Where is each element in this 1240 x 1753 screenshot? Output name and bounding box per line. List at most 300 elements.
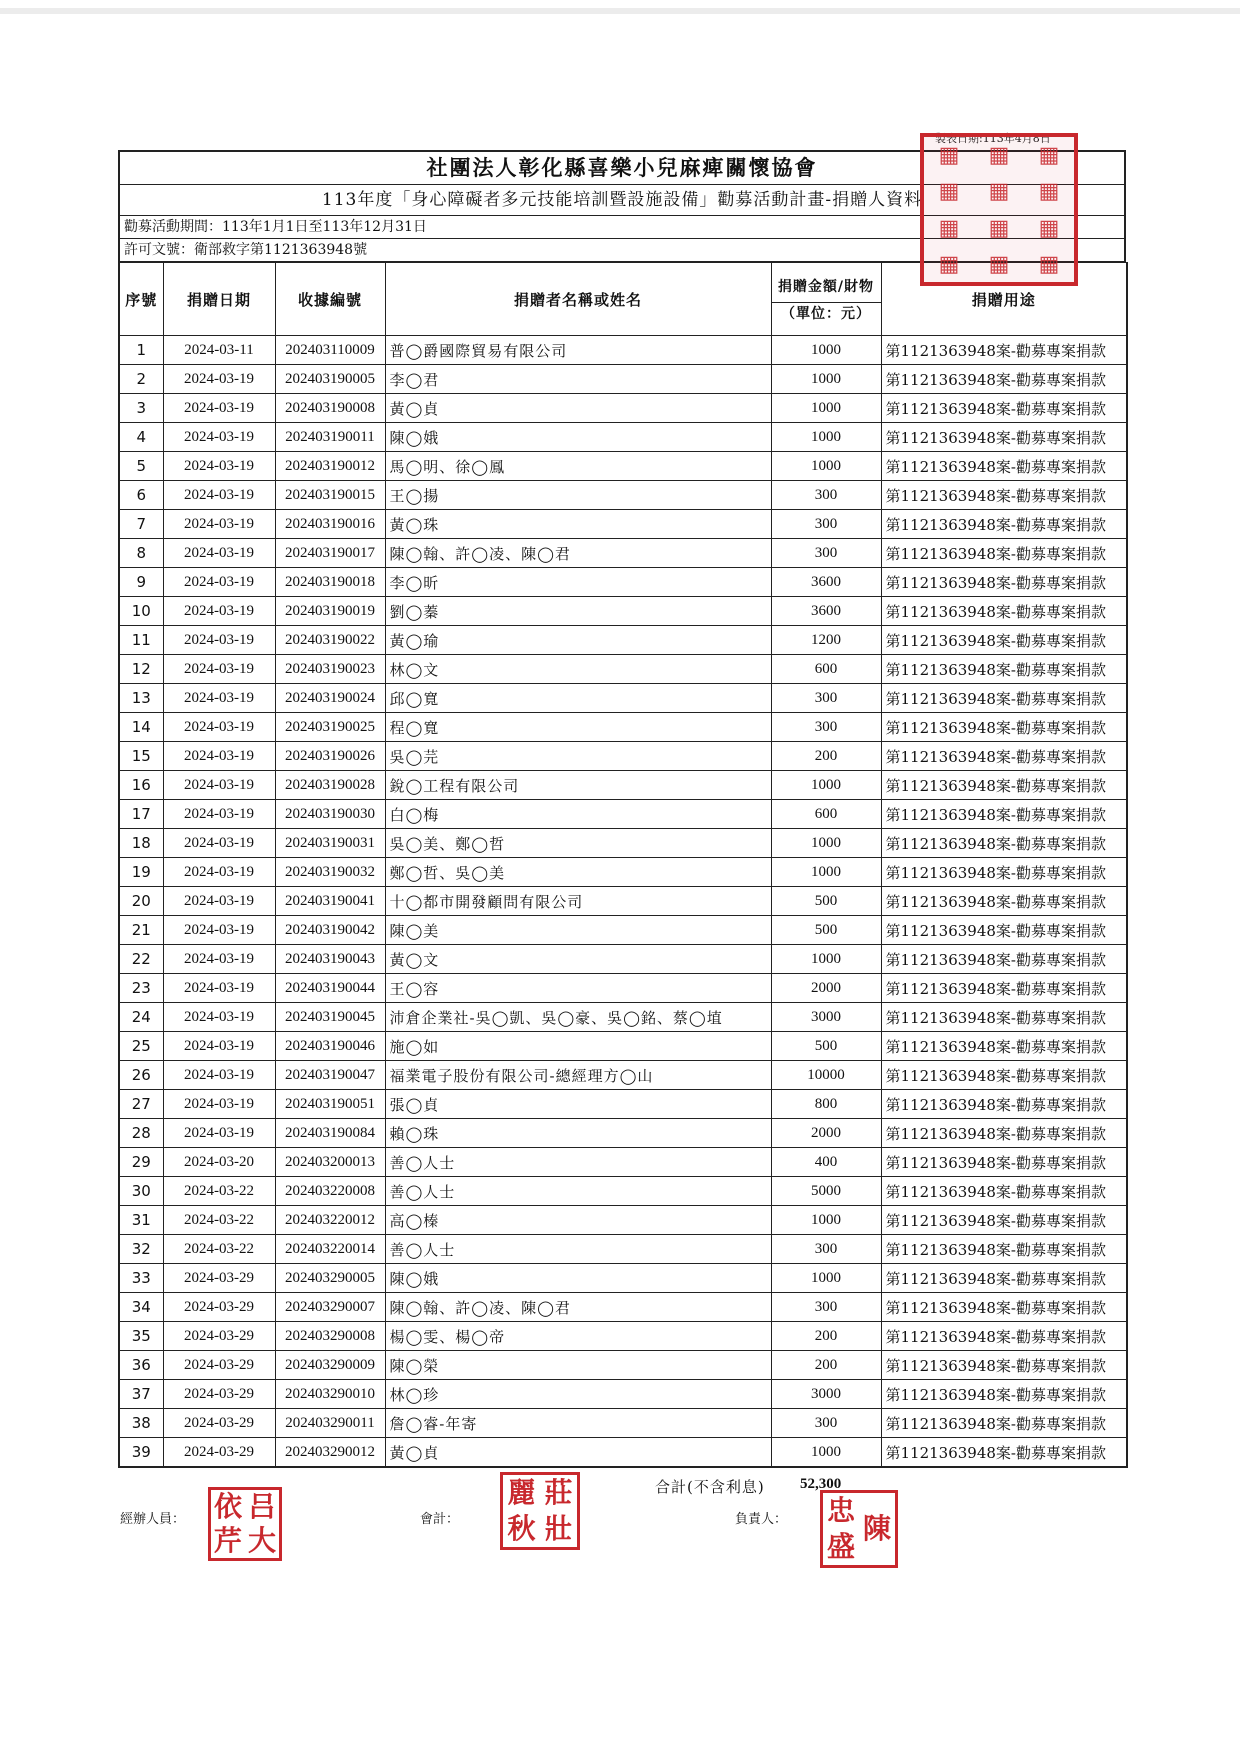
table-row [119,771,1127,800]
row-receipt: 202403290012 [275,1438,385,1468]
row-no: 17 [119,800,163,829]
table-row [119,1351,1127,1380]
row-receipt: 202403190011 [275,423,385,452]
table-row [119,916,1127,945]
row-donor-name: 吳◯芫 [385,742,771,771]
row-donor-name: 黃◯珠 [385,510,771,539]
row-no: 13 [119,684,163,713]
row-use: 第1121363948案-勸募專案捐款 [881,1235,1127,1264]
row-donor-name: 黃◯文 [385,945,771,974]
row-date: 2024-03-19 [163,597,275,626]
table-row [119,481,1127,510]
row-receipt: 202403110009 [275,336,385,365]
row-use: 第1121363948案-勸募專案捐款 [881,394,1127,423]
row-date: 2024-03-19 [163,974,275,1003]
row-receipt: 202403190032 [275,858,385,887]
table-row [119,568,1127,597]
handler-seal-char: 大 [247,1524,276,1557]
accountant-seal-char: 壯 [544,1512,573,1545]
row-use: 第1121363948案-勸募專案捐款 [881,481,1127,510]
row-date: 2024-03-19 [163,452,275,481]
row-use: 第1121363948案-勸募專案捐款 [881,510,1127,539]
row-date: 2024-03-29 [163,1322,275,1351]
row-amount: 3600 [771,568,881,597]
row-use: 第1121363948案-勸募專案捐款 [881,626,1127,655]
row-donor-name: 陳◯翰、許◯凌、陳◯君 [385,1293,771,1322]
row-amount: 200 [771,742,881,771]
row-receipt: 202403190025 [275,713,385,742]
row-no: 7 [119,510,163,539]
row-amount: 300 [771,510,881,539]
row-receipt: 202403190018 [275,568,385,597]
row-use: 第1121363948案-勸募專案捐款 [881,452,1127,481]
row-amount: 3600 [771,597,881,626]
accountant-seal-char: 莊 [544,1476,573,1509]
row-no: 36 [119,1351,163,1380]
association-seal-mark: ▦ [938,178,960,205]
row-receipt: 202403190012 [275,452,385,481]
permit-number: 許可文號：衛部救字第1121363948號 [118,239,1126,262]
row-receipt: 202403190005 [275,365,385,394]
row-amount: 1000 [771,1206,881,1235]
row-amount: 2000 [771,1119,881,1148]
row-amount: 1000 [771,365,881,394]
row-no: 28 [119,1119,163,1148]
handler-seal [208,1487,282,1561]
row-no: 33 [119,1264,163,1293]
association-seal-mark: ▦ [1038,250,1060,277]
row-no: 9 [119,568,163,597]
handler-label: 經辦人員： [120,1512,186,1527]
row-receipt: 202403190024 [275,684,385,713]
row-receipt: 202403220008 [275,1177,385,1206]
row-amount: 1200 [771,626,881,655]
table-row [119,626,1127,655]
header-receipt: 收據編號 [275,263,385,336]
table-row [119,1119,1127,1148]
row-date: 2024-03-29 [163,1438,275,1468]
donor-rows [119,336,1127,1468]
row-no: 31 [119,1206,163,1235]
row-donor-name: 程◯寬 [385,713,771,742]
row-use: 第1121363948案-勸募專案捐款 [881,336,1127,365]
association-seal-mark: ▦ [1038,214,1060,241]
row-date: 2024-03-19 [163,423,275,452]
row-use: 第1121363948案-勸募專案捐款 [881,742,1127,771]
row-receipt: 202403200013 [275,1148,385,1177]
row-receipt: 202403190051 [275,1090,385,1119]
row-use: 第1121363948案-勸募專案捐款 [881,1119,1127,1148]
row-no: 22 [119,945,163,974]
row-receipt: 202403220012 [275,1206,385,1235]
association-seal-mark: ▦ [938,214,960,241]
row-receipt: 202403290008 [275,1322,385,1351]
row-receipt: 202403290010 [275,1380,385,1409]
row-date: 2024-03-19 [163,365,275,394]
row-receipt: 202403190043 [275,945,385,974]
row-use: 第1121363948案-勸募專案捐款 [881,597,1127,626]
row-receipt: 202403190026 [275,742,385,771]
row-donor-name: 善◯人士 [385,1177,771,1206]
row-date: 2024-03-19 [163,916,275,945]
table-row [119,539,1127,568]
row-amount: 1000 [771,945,881,974]
table-row [119,945,1127,974]
row-receipt: 202403220014 [275,1235,385,1264]
row-use: 第1121363948案-勸募專案捐款 [881,1409,1127,1438]
campaign-period: 勸募活動期間：113年1月1日至113年12月31日 [118,216,1126,239]
row-receipt: 202403190084 [275,1119,385,1148]
row-amount: 3000 [771,1003,881,1032]
row-use: 第1121363948案-勸募專案捐款 [881,1380,1127,1409]
table-row [119,423,1127,452]
table-row [119,1235,1127,1264]
row-donor-name: 陳◯榮 [385,1351,771,1380]
row-receipt: 202403290005 [275,1264,385,1293]
table-row [119,1322,1127,1351]
table-row [119,597,1127,626]
association-seal-mark: ▦ [938,250,960,277]
row-date: 2024-03-19 [163,1061,275,1090]
row-no: 24 [119,1003,163,1032]
row-use: 第1121363948案-勸募專案捐款 [881,916,1127,945]
table-row [119,1438,1127,1468]
row-no: 18 [119,829,163,858]
row-donor-name: 吳◯美、鄭◯哲 [385,829,771,858]
total-value: 52,300 [800,1476,842,1492]
responsible-seal-char: 陳 [862,1512,891,1545]
row-no: 20 [119,887,163,916]
row-amount: 1000 [771,452,881,481]
association-seal-mark: ▦ [938,142,960,169]
row-amount: 600 [771,655,881,684]
row-amount: 3000 [771,1380,881,1409]
row-donor-name: 陳◯翰、許◯凌、陳◯君 [385,539,771,568]
accountant-seal-char: 秋 [507,1512,536,1545]
row-donor-name: 張◯貞 [385,1090,771,1119]
row-date: 2024-03-19 [163,771,275,800]
row-use: 第1121363948案-勸募專案捐款 [881,974,1127,1003]
row-use: 第1121363948案-勸募專案捐款 [881,1206,1127,1235]
row-amount: 500 [771,916,881,945]
row-use: 第1121363948案-勸募專案捐款 [881,1032,1127,1061]
row-use: 第1121363948案-勸募專案捐款 [881,365,1127,394]
row-use: 第1121363948案-勸募專案捐款 [881,858,1127,887]
header-amount-label: 捐贈金額/財物 [772,272,881,303]
row-donor-name: 善◯人士 [385,1148,771,1177]
row-no: 19 [119,858,163,887]
row-date: 2024-03-19 [163,626,275,655]
row-donor-name: 邱◯寬 [385,684,771,713]
row-use: 第1121363948案-勸募專案捐款 [881,1322,1127,1351]
table-row [119,1148,1127,1177]
row-donor-name: 馬◯明、徐◯鳳 [385,452,771,481]
row-donor-name: 劉◯蓁 [385,597,771,626]
header-amount [771,263,881,336]
row-donor-name: 王◯容 [385,974,771,1003]
row-use: 第1121363948案-勸募專案捐款 [881,1090,1127,1119]
row-donor-name: 黃◯貞 [385,394,771,423]
header-amount-unit: （單位：元） [781,305,871,322]
row-use: 第1121363948案-勸募專案捐款 [881,771,1127,800]
row-date: 2024-03-19 [163,887,275,916]
row-amount: 500 [771,1032,881,1061]
row-receipt: 202403190044 [275,974,385,1003]
row-receipt: 202403290011 [275,1409,385,1438]
row-use: 第1121363948案-勸募專案捐款 [881,829,1127,858]
table-row [119,713,1127,742]
row-no: 23 [119,974,163,1003]
row-use: 第1121363948案-勸募專案捐款 [881,1177,1127,1206]
header-no: 序號 [119,263,163,336]
row-use: 第1121363948案-勸募專案捐款 [881,713,1127,742]
row-donor-name: 黃◯瑜 [385,626,771,655]
table-row [119,1206,1127,1235]
association-seal-mark: ▦ [988,214,1010,241]
row-receipt: 202403190015 [275,481,385,510]
row-date: 2024-03-19 [163,742,275,771]
row-receipt: 202403190019 [275,597,385,626]
row-receipt: 202403190008 [275,394,385,423]
table-row [119,1061,1127,1090]
row-use: 第1121363948案-勸募專案捐款 [881,887,1127,916]
row-amount: 1000 [771,829,881,858]
row-no: 2 [119,365,163,394]
row-receipt: 202403190045 [275,1003,385,1032]
accountant-seal-char: 麗 [507,1476,536,1509]
row-date: 2024-03-19 [163,1119,275,1148]
row-receipt: 202403190016 [275,510,385,539]
association-seal-mark: ▦ [1038,142,1060,169]
row-amount: 300 [771,713,881,742]
row-donor-name: 沛倉企業社-吳◯凱、吳◯豪、吳◯銘、蔡◯埴 [385,1003,771,1032]
row-use: 第1121363948案-勸募專案捐款 [881,1293,1127,1322]
row-no: 6 [119,481,163,510]
row-amount: 1000 [771,394,881,423]
table-row [119,829,1127,858]
association-seal [920,133,1078,286]
row-no: 12 [119,655,163,684]
row-donor-name: 陳◯娥 [385,1264,771,1293]
row-no: 30 [119,1177,163,1206]
row-date: 2024-03-19 [163,481,275,510]
table-row [119,336,1127,365]
row-receipt: 202403290007 [275,1293,385,1322]
table-row [119,887,1127,916]
row-donor-name: 詹◯睿-年寄 [385,1409,771,1438]
row-date: 2024-03-19 [163,1090,275,1119]
row-amount: 500 [771,887,881,916]
row-use: 第1121363948案-勸募專案捐款 [881,1438,1127,1468]
accountant-seal [500,1472,580,1550]
row-no: 10 [119,597,163,626]
row-date: 2024-03-29 [163,1351,275,1380]
row-amount: 200 [771,1351,881,1380]
row-date: 2024-03-22 [163,1177,275,1206]
row-receipt: 202403190047 [275,1061,385,1090]
row-no: 21 [119,916,163,945]
row-no: 16 [119,771,163,800]
row-receipt: 202403190028 [275,771,385,800]
row-receipt: 202403190023 [275,655,385,684]
row-date: 2024-03-11 [163,336,275,365]
row-donor-name: 普◯爵國際貿易有限公司 [385,336,771,365]
row-amount: 5000 [771,1177,881,1206]
responsible-seal [820,1490,898,1568]
row-no: 14 [119,713,163,742]
row-use: 第1121363948案-勸募專案捐款 [881,1148,1127,1177]
row-no: 29 [119,1148,163,1177]
table-row [119,365,1127,394]
row-use: 第1121363948案-勸募專案捐款 [881,1003,1127,1032]
row-no: 26 [119,1061,163,1090]
row-no: 8 [119,539,163,568]
row-date: 2024-03-19 [163,394,275,423]
row-donor-name: 銳◯工程有限公司 [385,771,771,800]
row-use: 第1121363948案-勸募專案捐款 [881,568,1127,597]
table-row [119,1003,1127,1032]
table-row [119,394,1127,423]
row-donor-name: 黃◯貞 [385,1438,771,1468]
table-row [119,858,1127,887]
row-no: 25 [119,1032,163,1061]
row-donor-name: 賴◯珠 [385,1119,771,1148]
row-date: 2024-03-19 [163,539,275,568]
row-receipt: 202403190041 [275,887,385,916]
table-row [119,684,1127,713]
row-no: 39 [119,1438,163,1468]
row-no: 32 [119,1235,163,1264]
row-date: 2024-03-19 [163,945,275,974]
row-amount: 1000 [771,336,881,365]
row-date: 2024-03-19 [163,713,275,742]
row-date: 2024-03-29 [163,1380,275,1409]
row-no: 35 [119,1322,163,1351]
row-amount: 300 [771,1409,881,1438]
row-use: 第1121363948案-勸募專案捐款 [881,1264,1127,1293]
print-date: 製表日期:113年4月8日 [935,132,1051,145]
row-amount: 300 [771,684,881,713]
row-date: 2024-03-22 [163,1235,275,1264]
row-amount: 1000 [771,423,881,452]
accountant-label: 會計： [420,1512,460,1527]
table-row [119,1380,1127,1409]
row-receipt: 202403190022 [275,626,385,655]
row-no: 34 [119,1293,163,1322]
row-date: 2024-03-29 [163,1264,275,1293]
header-use: 捐贈用途 [881,263,1127,336]
row-receipt: 202403190031 [275,829,385,858]
row-amount: 800 [771,1090,881,1119]
row-no: 15 [119,742,163,771]
row-donor-name: 林◯文 [385,655,771,684]
row-no: 37 [119,1380,163,1409]
row-amount: 200 [771,1322,881,1351]
handler-seal-char: 芹 [213,1524,242,1557]
row-amount: 600 [771,800,881,829]
row-donor-name: 善◯人士 [385,1235,771,1264]
responsible-label: 負責人： [735,1512,788,1527]
row-amount: 300 [771,481,881,510]
row-use: 第1121363948案-勸募專案捐款 [881,423,1127,452]
row-date: 2024-03-29 [163,1409,275,1438]
header-name: 捐贈者名稱或姓名 [385,263,771,336]
row-amount: 10000 [771,1061,881,1090]
row-receipt: 202403190046 [275,1032,385,1061]
row-donor-name: 高◯榛 [385,1206,771,1235]
row-use: 第1121363948案-勸募專案捐款 [881,800,1127,829]
row-amount: 400 [771,1148,881,1177]
row-no: 1 [119,336,163,365]
handler-seal-char: 依 [213,1490,242,1523]
row-no: 4 [119,423,163,452]
row-receipt: 202403290009 [275,1351,385,1380]
row-use: 第1121363948案-勸募專案捐款 [881,539,1127,568]
responsible-seal-char: 盛 [826,1530,855,1563]
table-row [119,1293,1127,1322]
row-date: 2024-03-22 [163,1206,275,1235]
row-amount: 1000 [771,1438,881,1468]
table-row [119,974,1127,1003]
association-seal-mark: ▦ [988,142,1010,169]
row-no: 27 [119,1090,163,1119]
table-row [119,655,1127,684]
row-date: 2024-03-19 [163,510,275,539]
row-amount: 300 [771,539,881,568]
table-row [119,1032,1127,1061]
row-donor-name: 陳◯娥 [385,423,771,452]
table-row [119,1409,1127,1438]
row-donor-name: 林◯珍 [385,1380,771,1409]
row-date: 2024-03-19 [163,655,275,684]
row-date: 2024-03-20 [163,1148,275,1177]
table-row [119,1264,1127,1293]
association-seal-mark: ▦ [988,250,1010,277]
row-donor-name: 施◯如 [385,1032,771,1061]
row-use: 第1121363948案-勸募專案捐款 [881,945,1127,974]
row-donor-name: 白◯梅 [385,800,771,829]
table-row [119,452,1127,481]
row-donor-name: 鄭◯哲、吳◯美 [385,858,771,887]
row-date: 2024-03-29 [163,1293,275,1322]
row-amount: 1000 [771,1264,881,1293]
row-no: 38 [119,1409,163,1438]
row-donor-name: 楊◯雯、楊◯帝 [385,1322,771,1351]
header-date: 捐贈日期 [163,263,275,336]
handler-seal-char: 吕 [247,1490,276,1523]
row-use: 第1121363948案-勸募專案捐款 [881,655,1127,684]
row-date: 2024-03-19 [163,858,275,887]
row-amount: 300 [771,1293,881,1322]
donor-table [118,262,1128,1468]
row-donor-name: 李◯君 [385,365,771,394]
row-donor-name: 王◯揚 [385,481,771,510]
row-date: 2024-03-19 [163,800,275,829]
row-use: 第1121363948案-勸募專案捐款 [881,684,1127,713]
table-row [119,742,1127,771]
document-title: 社團法人彰化縣喜樂小兒麻痺關懷協會 [118,150,1126,185]
row-date: 2024-03-19 [163,829,275,858]
row-amount: 1000 [771,858,881,887]
row-date: 2024-03-19 [163,1032,275,1061]
row-date: 2024-03-19 [163,684,275,713]
row-amount: 1000 [771,771,881,800]
table-row [119,1177,1127,1206]
row-receipt: 202403190030 [275,800,385,829]
row-donor-name: 十◯都市開發顧問有限公司 [385,887,771,916]
total-label: 合計(不含利息) [655,1478,765,1496]
table-row [119,510,1127,539]
